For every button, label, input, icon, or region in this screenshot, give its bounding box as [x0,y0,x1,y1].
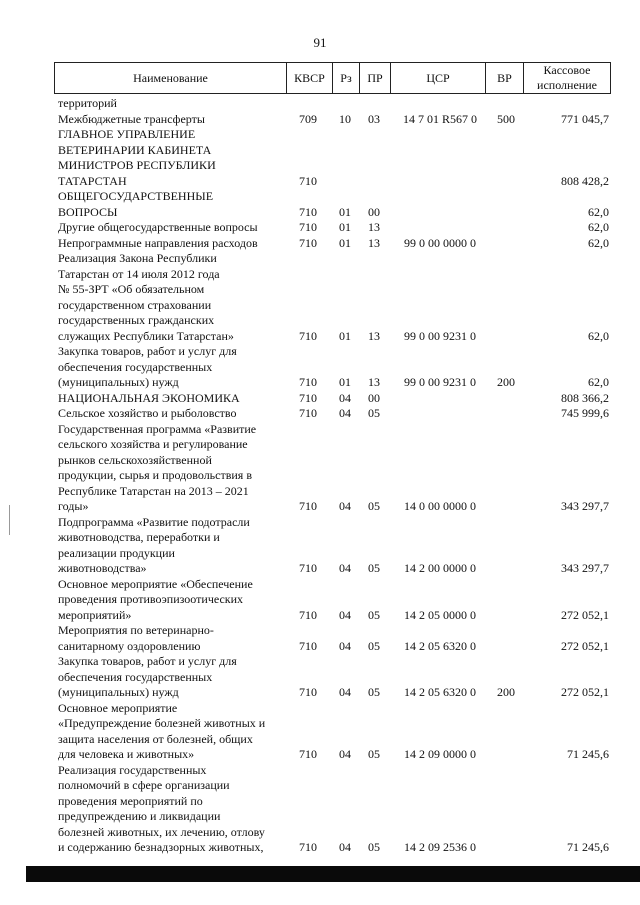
page-number: 91 [313,35,327,50]
table-row [0,406,640,422]
row-name-line: Основное мероприятие [58,700,178,715]
cell-csr: 99 0 00 9231 0 [404,375,476,389]
cell-pr: 00 [368,204,380,219]
row-name-line: предупреждению и ликвидации [58,809,221,823]
cell-kvsr: 710 [299,173,317,188]
cell-kvsr: 710 [299,220,317,234]
row-name-line: болезней животных, их лечению, отлову [58,824,265,839]
table-row [0,422,640,515]
cell-pr: 05 [368,607,380,622]
table-row [0,577,640,624]
cell-rz: 01 [339,375,351,389]
cell-csr: 14 2 09 0000 0 [404,747,476,761]
cell-sum: 272 052,1 [561,607,609,622]
row-name-line: Подпрограмма «Развитие подотрасли [58,514,250,529]
header-csr: ЦСР [391,63,486,93]
cell-rz: 04 [339,607,351,622]
cell-rz: 04 [339,499,351,513]
row-name-line: животноводства, переработки и [58,530,220,544]
cell-kvsr: 710 [299,375,317,389]
cell-rz: 01 [339,204,351,219]
cell-rz: 01 [339,220,351,234]
table-row [0,391,640,407]
cell-rz: 04 [339,406,351,420]
cell-sum: 771 045,7 [561,111,609,126]
cell-pr: 13 [368,375,380,389]
row-name-line: проведения противоэпизоотических [58,592,244,606]
cell-kvsr: 710 [299,406,317,420]
row-name-line: мероприятий» [58,607,132,622]
cell-rz: 10 [339,111,351,126]
row-name-line: защита населения от болезней, общих [58,731,253,746]
cell-sum: 343 297,7 [561,499,609,513]
cell-sum: 62,0 [588,204,609,219]
cell-vr: 200 [497,375,515,389]
table-row [0,515,640,577]
row-name-line: обеспечения государственных [58,669,213,684]
row-name-line: Межбюджетные трансферты [58,111,205,126]
row-name-line: годы» [58,499,89,513]
table-row [0,251,640,344]
row-name-line: животноводства» [58,561,147,575]
cell-rz: 04 [339,685,351,699]
cell-rz: 01 [339,235,351,250]
row-name [58,406,277,422]
cell-kvsr: 710 [299,747,317,761]
row-name-line: и содержанию безнадзорных животных, [58,840,264,854]
row-name [58,251,277,344]
header-kvsr: КВСР [287,63,333,93]
row-name [58,344,277,391]
row-name [58,220,277,236]
cell-kvsr: 710 [299,638,317,653]
cell-csr: 99 0 00 0000 0 [404,235,476,250]
cell-sum: 272 052,1 [561,685,609,699]
cell-pr: 05 [368,747,380,761]
cell-pr: 13 [368,220,380,234]
row-name [58,577,277,624]
cell-vr: 500 [497,111,515,126]
table-row [0,654,640,701]
cell-csr: 14 2 05 6320 0 [404,685,476,699]
row-name-line: Непрограммные направления расходов [58,235,258,250]
row-name-line: продукции, сырья и продовольствия в [58,468,252,482]
row-name-line: для человека и животных» [58,747,195,761]
table-row [0,127,640,189]
row-name [58,701,277,763]
cell-kvsr: 709 [299,111,317,126]
cell-sum: 745 999,6 [561,406,609,420]
row-name-line: Мероприятия по ветеринарно- [58,623,214,637]
row-name-line: Реализация Закона Республики [58,251,217,265]
cell-kvsr: 710 [299,328,317,343]
row-name-line: № 55-ЗРТ «Об обязательном [58,282,205,296]
row-name [58,112,277,128]
row-name-line: ВЕТЕРИНАРИИ КАБИНЕТА [58,142,212,157]
row-name-line: (муниципальных) нужд [58,685,179,699]
row-name-line: служащих Республики Татарстан» [58,328,234,343]
cell-sum: 808 428,2 [561,173,609,188]
row-name [58,127,277,189]
cell-sum: 808 366,2 [561,390,609,405]
cell-csr: 14 2 05 0000 0 [404,607,476,622]
cell-sum: 343 297,7 [561,561,609,575]
cell-kvsr: 710 [299,204,317,219]
cell-sum: 62,0 [588,220,609,234]
cell-sum: 62,0 [588,375,609,389]
header-rz: Рз [333,63,360,93]
row-name-line: реализации продукции [58,545,175,560]
row-name-line: Сельское хозяйство и рыболовство [58,406,237,420]
row-name [58,96,277,112]
cell-kvsr: 710 [299,235,317,250]
cell-csr: 14 2 09 2536 0 [404,840,476,854]
table-row [0,763,640,856]
cell-rz: 04 [339,747,351,761]
row-name-line: Государственная программа «Развитие [58,421,257,436]
row-name-line: сельского хозяйства и регулирование [58,437,248,451]
header-sum-line2: исполнение [537,77,597,92]
cell-csr: 14 0 00 0000 0 [404,499,476,513]
cell-rz: 01 [339,328,351,343]
header-sum-line1: Кассовое [543,62,591,77]
cell-csr: 99 0 00 9231 0 [404,328,476,343]
row-name [58,391,277,407]
row-name [58,236,277,252]
row-name-line: ГЛАВНОЕ УПРАВЛЕНИЕ [58,127,196,141]
table-body [0,96,640,856]
row-name-line: Татарстан от 14 июля 2012 года [58,266,220,281]
row-name-line: государственном страховании [58,297,212,312]
row-name-line: Закупка товаров, работ и услуг для [58,344,237,358]
row-name [58,422,277,515]
cell-kvsr: 710 [299,561,317,575]
cell-sum: 71 245,6 [567,747,609,761]
table-row [0,220,640,236]
row-name-line: проведения мероприятий по [58,793,203,808]
row-name-line: санитарному оздоровлению [58,638,201,653]
row-name-line: Другие общегосударственные вопросы [58,220,258,234]
row-name [58,189,277,220]
row-name [58,515,277,577]
cell-pr: 13 [368,235,380,250]
table-row [0,112,640,128]
row-name-line: полномочий в сфере организации [58,778,230,792]
cell-pr: 05 [368,499,380,513]
row-name-line: обеспечения государственных [58,359,213,374]
cell-sum: 272 052,1 [561,638,609,653]
cell-rz: 04 [339,840,351,854]
row-name-line: ОБЩЕГОСУДАРСТВЕННЫЕ [58,189,214,203]
row-name-line: «Предупреждение болезней животных и [58,716,266,730]
cell-pr: 00 [368,390,380,405]
row-name-line: НАЦИОНАЛЬНАЯ ЭКОНОМИКА [58,390,240,405]
table-row [0,623,640,654]
cell-pr: 05 [368,561,380,575]
header-pr: ПР [360,63,391,93]
header-name: Наименование [55,63,287,93]
row-name [58,654,277,701]
row-name [58,763,277,856]
row-name-line: государственных гражданских [58,313,215,327]
row-name [58,623,277,654]
row-name-line: Республике Татарстан на 2013 – 2021 [58,483,249,498]
cell-pr: 05 [368,685,380,699]
cell-rz: 04 [339,390,351,405]
cell-pr: 05 [368,406,380,420]
cell-kvsr: 710 [299,685,317,699]
row-name-line: МИНИСТРОВ РЕСПУБЛИКИ [58,158,216,172]
cell-sum: 62,0 [588,328,609,343]
cell-rz: 04 [339,638,351,653]
cell-sum: 62,0 [588,235,609,250]
cell-kvsr: 710 [299,499,317,513]
table-row [0,189,640,220]
cell-csr: 14 2 05 6320 0 [404,638,476,653]
row-name-line: Реализация государственных [58,762,207,777]
row-name-line: Закупка товаров, работ и услуг для [58,654,237,668]
cell-pr: 13 [368,328,380,343]
cell-csr: 14 7 01 R567 0 [402,111,477,126]
row-name-line: (муниципальных) нужд [58,375,179,389]
table-row [0,236,640,252]
cell-kvsr: 710 [299,390,317,405]
header-sum [524,63,610,93]
row-name-line: территорий [58,96,117,110]
row-name-line: ВОПРОСЫ [58,204,118,219]
cell-csr: 14 2 00 0000 0 [404,561,476,575]
row-name-line: рынков сельскохозяйственной [58,452,212,467]
table-row [0,344,640,391]
cell-kvsr: 710 [299,607,317,622]
cell-pr: 05 [368,840,380,854]
row-name-line: ТАТАРСТАН [58,173,127,188]
cell-rz: 04 [339,561,351,575]
table-header [54,62,611,94]
cell-vr: 200 [497,685,515,699]
table-row [0,96,640,112]
header-vr: ВР [486,63,524,93]
cell-sum: 71 245,6 [567,840,609,854]
scan-edge-mark [9,505,10,535]
cell-pr: 03 [368,111,380,126]
cell-kvsr: 710 [299,840,317,854]
scan-bottom-bar [26,866,640,882]
row-name-line: Основное мероприятие «Обеспечение [58,576,253,591]
table-row [0,701,640,763]
cell-pr: 05 [368,638,380,653]
